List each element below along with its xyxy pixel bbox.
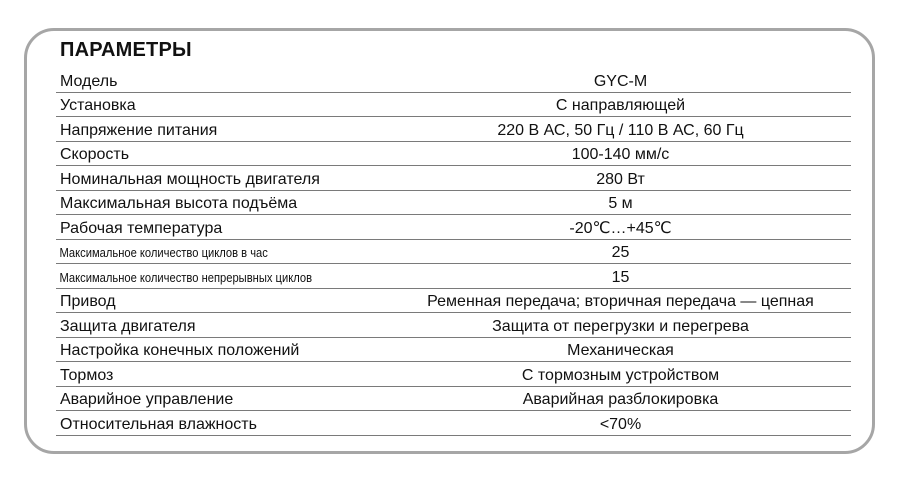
row-value: <70% bbox=[599, 415, 642, 433]
row-label: Максимальное количество циклов в час bbox=[59, 245, 268, 260]
table-row bbox=[56, 411, 851, 436]
row-value: 5 м bbox=[608, 195, 633, 212]
table-row bbox=[56, 215, 851, 240]
row-label: Максимальная высота подъёма bbox=[60, 195, 298, 212]
row-value: 100-140 мм/с bbox=[571, 146, 670, 163]
table-row bbox=[56, 264, 851, 289]
row-value: Механическая bbox=[567, 342, 674, 359]
row-value: 25 bbox=[611, 244, 630, 261]
table-row bbox=[56, 240, 851, 265]
row-label: Установка bbox=[60, 97, 136, 114]
table-row bbox=[56, 362, 851, 387]
row-value: С тормозным устройством bbox=[521, 366, 720, 384]
row-value: -20℃…+45℃ bbox=[569, 219, 672, 237]
table-row bbox=[56, 117, 851, 142]
table-row bbox=[56, 387, 851, 412]
table-row bbox=[56, 142, 851, 167]
table-row bbox=[56, 313, 851, 338]
parameters-table bbox=[56, 68, 851, 436]
table-row bbox=[56, 166, 851, 191]
row-value: С направляющей bbox=[555, 97, 686, 114]
row-value: Аварийная разблокировка bbox=[522, 391, 719, 408]
page-title: ПАРАМЕТРЫ bbox=[60, 39, 192, 61]
row-value: GYC-M bbox=[593, 72, 648, 90]
row-value: Ременная передача; вторичная передача — цепная bbox=[427, 293, 814, 310]
row-value: 280 Вт bbox=[596, 170, 645, 188]
row-label: Номинальная мощность двигателя bbox=[60, 170, 320, 188]
row-label: Настройка конечных положений bbox=[60, 342, 300, 359]
row-label: Тормоз bbox=[60, 366, 114, 384]
row-label: Максимальное количество непрерывных циклов bbox=[59, 269, 313, 285]
row-value: 220 В АС, 50 Гц / 110 В АС, 60 Гц bbox=[497, 121, 744, 139]
table-row bbox=[56, 338, 851, 363]
row-value: 15 bbox=[611, 268, 630, 286]
row-value: Защита от перегрузки и перегрева bbox=[492, 317, 749, 335]
row-label: Скорость bbox=[60, 146, 130, 163]
table-row bbox=[56, 68, 851, 93]
table-row bbox=[56, 191, 851, 216]
row-label: Защита двигателя bbox=[60, 317, 196, 335]
row-label: Напряжение питания bbox=[60, 121, 218, 139]
row-label: Аварийное управление bbox=[60, 391, 234, 408]
table-row bbox=[56, 93, 851, 118]
row-label: Рабочая температура bbox=[60, 219, 223, 237]
row-label: Модель bbox=[60, 72, 118, 90]
table-row bbox=[56, 289, 851, 314]
row-label: Привод bbox=[60, 293, 116, 310]
row-label: Относительная влажность bbox=[60, 415, 257, 433]
